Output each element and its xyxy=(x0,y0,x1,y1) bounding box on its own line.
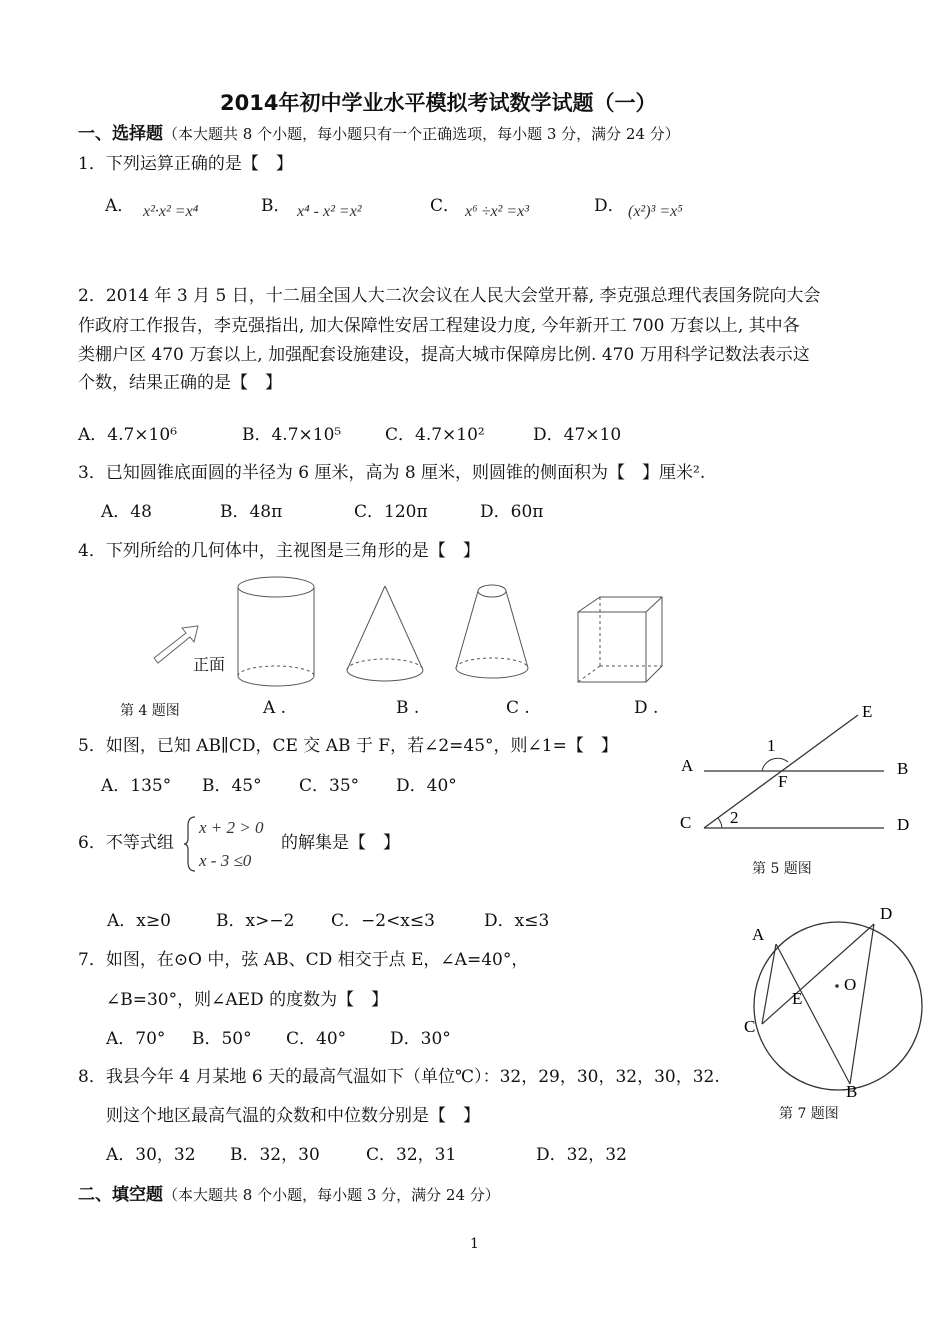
q8-option-b: B．32，30 xyxy=(230,1145,320,1165)
label-a: A xyxy=(752,925,765,944)
page-number: 1 xyxy=(470,1236,479,1252)
section-title: 二、填空题 xyxy=(78,1185,163,1205)
q8-line-2: 则这个地区最高气温的众数和中位数分别是【 】 xyxy=(106,1106,480,1126)
question-5-stem: 5．如图，已知 AB∥CD，CE 交 AB 于 F，若∠2=45°，则∠1=【 】 xyxy=(78,736,618,756)
section-title: 一、选择题 xyxy=(78,124,163,144)
section-heading-choice xyxy=(78,119,680,144)
label-o: O xyxy=(844,975,857,994)
front-arrow-icon xyxy=(154,626,198,663)
q4-option-b: B . xyxy=(396,698,420,718)
q5-option-b: B．45° xyxy=(202,776,262,796)
q2-option-a: A．4.7×10⁶ xyxy=(78,425,178,445)
q6-stem: 6．不等式组 xyxy=(78,833,174,853)
q5-option-c: C．35° xyxy=(299,776,360,796)
q8-line-1: 8．我县今年 4 月某地 6 天的最高气温如下（单位℃）：32，29，30，32，30，32. xyxy=(78,1067,720,1087)
label-c: C xyxy=(744,1017,756,1036)
q2-option-b: B．4.7×10⁵ xyxy=(242,425,342,445)
q7-circle-figure xyxy=(740,898,940,1103)
label-c: C xyxy=(680,813,692,832)
q3-option-d: D．60π xyxy=(480,502,544,522)
q5-option-a: A．135° xyxy=(101,776,172,796)
q4-option-a: A . xyxy=(263,698,287,718)
q1-option-c-label: C． xyxy=(430,196,461,216)
q6-option-b: B．x>−2 xyxy=(216,911,295,931)
q1-option-b-label: B． xyxy=(261,196,291,216)
chord-cd xyxy=(762,924,874,1024)
q1-option-b-expr: x⁴ - x² =x² xyxy=(297,203,362,220)
q3-option-c: C．120π xyxy=(354,502,428,522)
q1-option-d-expr: (x²)³ =x⁵ xyxy=(628,203,683,220)
label-d: D xyxy=(880,904,893,923)
q8-option-c: C．32，31 xyxy=(366,1145,457,1165)
section-heading-fill xyxy=(78,1180,500,1205)
label-d: D xyxy=(897,815,910,834)
q7-line-2: ∠B=30°，则∠AED 的度数为【 】 xyxy=(106,990,389,1010)
q2-line-2: 作政府工作报告，李克强指出, 加大保障性安居工程建设力度, 今年新开工 700 万套以上, 其中各 xyxy=(78,316,800,336)
q3-option-b: B．48π xyxy=(220,502,283,522)
question-3-stem: 3．已知圆锥底面圆的半径为 6 厘米，高为 8 厘米，则圆锥的侧面积为【 】厘米². xyxy=(78,463,706,483)
q4-option-d: D . xyxy=(634,698,659,718)
label-a: A xyxy=(681,756,694,775)
segment-db xyxy=(850,924,874,1084)
label-1: 1 xyxy=(767,736,776,755)
q1-option-a-expr: x²·x² =x⁴ xyxy=(143,203,199,220)
label-e: E xyxy=(862,702,873,721)
frustum-shape xyxy=(456,585,528,678)
brace-icon xyxy=(183,814,197,874)
section-note: （本大题共 8 个小题，每小题 3 分，满分 24 分） xyxy=(163,1186,500,1204)
section-note: （本大题共 8 个小题，每小题只有一个正确选项，每小题 3 分，满分 24 分） xyxy=(163,125,680,143)
q5-parallel-lines-figure xyxy=(670,695,930,845)
question-4-stem: 4．下列所给的几何体中，主视图是三角形的是【 】 xyxy=(78,541,480,561)
label-f: F xyxy=(778,772,788,791)
page-title: 2014年初中学业水平模拟考试数学试题（一） xyxy=(220,91,657,115)
q1-option-c-expr: x⁶ ÷x² =x³ xyxy=(465,203,530,220)
q1-option-d-label: D． xyxy=(594,196,625,216)
q5-option-d: D．40° xyxy=(396,776,457,796)
chord-ab xyxy=(776,944,850,1084)
q8-option-d: D．32，32 xyxy=(536,1145,627,1165)
label-b: B xyxy=(897,759,909,778)
cylinder-shape xyxy=(238,577,314,686)
q4-option-c: C . xyxy=(506,698,530,718)
q2-line-3: 类棚户区 470 万套以上, 加强配套设施建设，提高大城市保障房比例. 470 万用科学记数法表示这 xyxy=(78,345,810,365)
label-2: 2 xyxy=(730,808,739,827)
angle-2-arc xyxy=(718,818,722,828)
cone-shape xyxy=(347,586,423,681)
q2-option-d: D．47×10 xyxy=(533,425,622,445)
label-b: B xyxy=(846,1082,858,1101)
q1-option-a-label: A． xyxy=(105,196,135,216)
front-label: 正面 xyxy=(193,655,226,674)
q7-option-d: D．30° xyxy=(390,1029,451,1049)
q5-caption: 第 5 题图 xyxy=(752,861,812,877)
cube-shape xyxy=(578,597,662,682)
q6-inequality-1: x + 2 > 0 xyxy=(199,818,264,837)
q7-line-1: 7．如图，在⊙O 中，弦 AB、CD 相交于点 E，∠A=40°， xyxy=(78,950,529,970)
q6-tail: 的解集是【 】 xyxy=(281,833,400,853)
q7-caption: 第 7 题图 xyxy=(779,1106,839,1122)
q6-option-d: D．x≤3 xyxy=(484,911,550,931)
circle-o xyxy=(754,922,922,1090)
q8-option-a: A．30，32 xyxy=(106,1145,196,1165)
q6-inequality-2: x - 3 ≤0 xyxy=(199,851,252,870)
segment-ac xyxy=(762,944,776,1024)
q3-option-a: A．48 xyxy=(101,502,152,522)
q4-solids-figure xyxy=(140,570,680,695)
q7-option-a: A．70° xyxy=(106,1029,166,1049)
q7-option-b: B．50° xyxy=(192,1029,252,1049)
q2-line-4: 个数，结果正确的是【 】 xyxy=(78,373,282,393)
q6-option-c: C．−2<x≤3 xyxy=(331,911,435,931)
q7-option-c: C．40° xyxy=(286,1029,347,1049)
question-1-stem: 1．下列运算正确的是【 】 xyxy=(78,154,293,174)
q2-line-1: 2．2014 年 3 月 5 日，十二届全国人大二次会议在人民大会堂开幕, 李克强总理代表国务院向大会 xyxy=(78,286,821,306)
q6-option-a: A．x≥0 xyxy=(107,911,171,931)
q2-option-c: C．4.7×10² xyxy=(385,425,485,445)
center-point xyxy=(835,984,839,988)
label-e: E xyxy=(792,989,803,1008)
q4-caption: 第 4 题图 xyxy=(120,703,180,719)
